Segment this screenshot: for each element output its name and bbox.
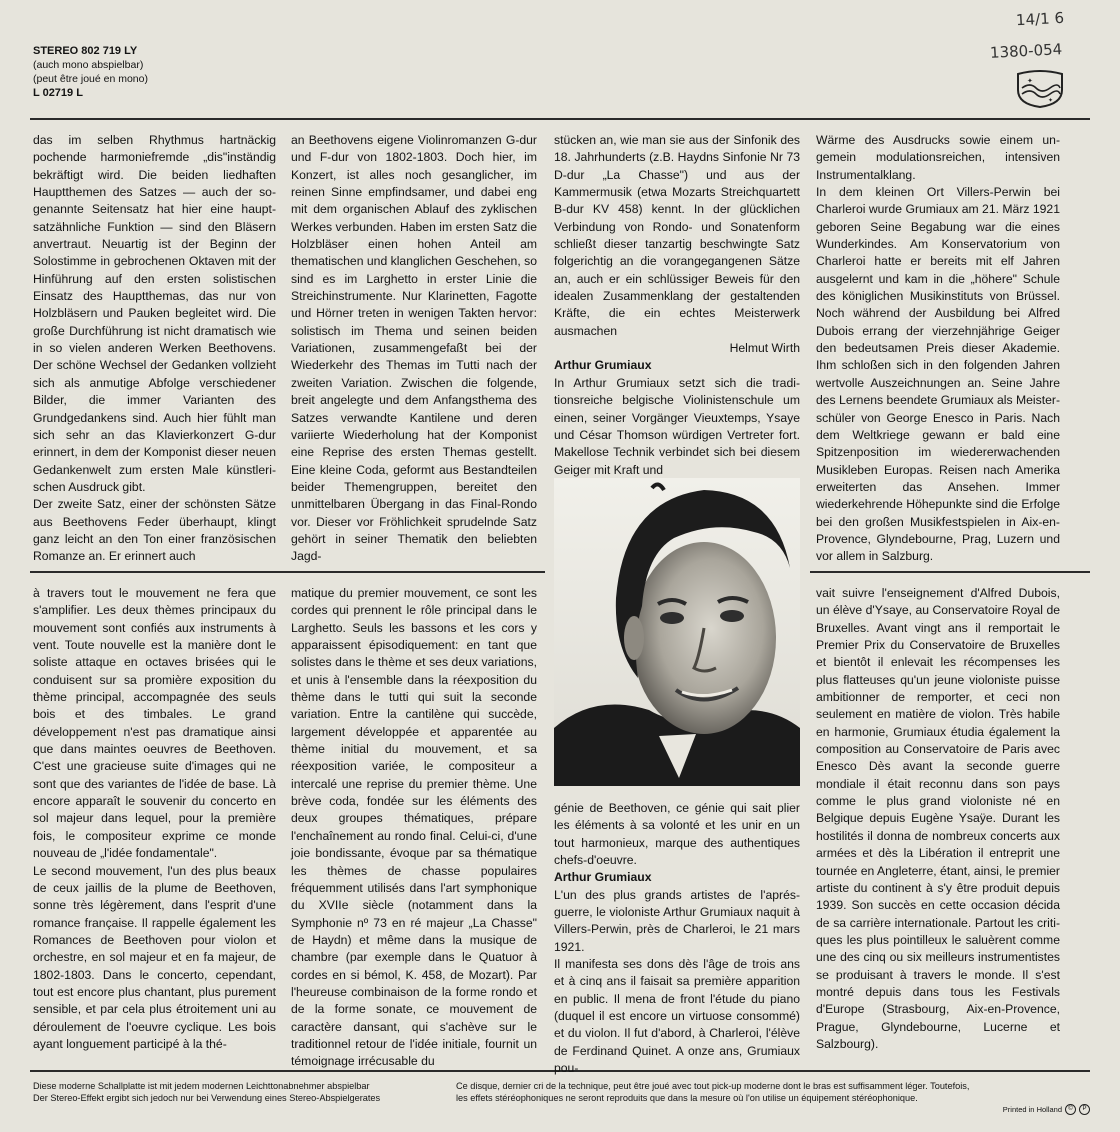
paragraph: vait suivre l'enseignement d'Alfred Dubois, un élève d'Ysaye, au Conservatoire Royal de Bruxelles. Avant vingt ans il remportait le Premier Prix du Conservatoire de Bruxelles et bientôt il enlevait les récompenses les plus flatteuses qu'un jeune violoniste puisse ambitionner de remporter, et ceci non seulement en matière de violon. Très habile en harmonie, Grumiaux étudia également la composition au Conservatoire de Paris avec Enesco Dès avant la seconde guerre mondiale il était reconnu dans son pays comme le plus grand violoniste né en Belgique depuis Eugène Ysaÿe. Durant les hostilités il donna de nombreux concerts aux armées et dès la Libération il entreprit une tournée en Angleterre, étant, ainsi, le premier artiste du continent à s'y être produit depuis 1939. Son succès en cette occasion décida de sa carrière internationale. Partout les critiques les plus pointilleux le saluèrent comme une des cinq ou six meilleurs instrumentistes se produisant à travers le monde. Il s'est montré depuis dans tous les Festivals d'Europe (Strasbourg, Aix-en-Provence, Prague, Glyndebourne, Lucerne et Salzbourg). xyxy=(816,586,1060,1051)
french-column-1 xyxy=(33,585,276,1053)
paragraph: génie de Beethoven, ce génie qui sait plier les éléments à sa volonté et les unir en un tout harmonieux, marque des authentiques chefs-d'oeuvre. xyxy=(554,801,800,868)
paragraph: In Arthur Grumiaux setzt sich die traditionsreiche belgische Violinistenschule um einen, seiner Vorgänger Vieuxtemps, Ysaye und César Thomson würdigen Vertreter fort. Makellose Technik verbindet sich bei diesem Geiger mit Kraft und xyxy=(554,375,800,477)
german-column-1 xyxy=(33,132,276,566)
bio-heading: Arthur Grumiaux xyxy=(554,870,652,885)
printed-in-label: Printed in Holland xyxy=(1002,1105,1062,1114)
paragraph: matique du premier mouvement, ce sont les cordes qui prennent le rôle principal dans le Larghetto. Seuls les bassons et les cors y apparaissent épisodiquement: en tant que solistes dans le thème et ses deux variations, et unis à l'ensemble dans la réexposition du thème dans le tutti qui suit la seconde variation. Entre la cantilène qui succède, largement développée et apparentée au thème initial du mouvement, et sa réexposition variée, le compositeur a intercalé une reprise du premier thème. Une brève coda, fondée sur les éléments des deux groupes thématiques, prépare l'enchaînement au rondo final. Celui-ci, d'une joie bondissante, évoque par sa thématique les thèmes de chasse populaires fréquemment utilisés dans l'art symphonique du XVIIe siècle (notamment dans la Symphonie nº 73 en ré majeur „La Chasse" de Haydn) et même dans la musique de chambre (par exemple dans le Quatuor à cordes en si bémol, K. 458, de Mozart). Par l'heureuse combinaison de la forme rondo et de la forme sonate, ce mouvement de caractère dansant, qui s'achève sur le traditionnel retour de l'idée initiale, fournit un témoignage irrécusable du xyxy=(291,586,537,1069)
artist-portrait-photo xyxy=(554,478,800,786)
mono-note-de: (auch mono abspielbar) xyxy=(33,59,144,71)
phonogram-icon: P xyxy=(1079,1104,1090,1115)
svg-text:✦: ✦ xyxy=(1048,97,1054,104)
footer-line: Ce disque, dernier cri de la technique, peut être joué avec tout pick-up moderne dont le bras est suffisamment léger. Toutefois, xyxy=(456,1081,970,1091)
copyright-icon: © xyxy=(1065,1104,1076,1115)
german-column-4 xyxy=(816,132,1060,566)
catalog-info xyxy=(33,44,148,100)
handwritten-code: 1380-054 xyxy=(989,40,1063,62)
footer-french xyxy=(456,1080,1086,1104)
middle-rule-left xyxy=(30,571,545,573)
middle-rule-right xyxy=(810,571,1090,573)
handwritten-note: 14/1 6 xyxy=(1015,8,1065,30)
footer-line: les effets stéréophoniques ne seront reproduits que dans la mesure où l'on utilise un équipement stéréophonique. xyxy=(456,1093,918,1103)
footer-line: Der Stereo-Effekt ergibt sich jedoch nur bei Verwendung eines Stereo-Abspielgerates xyxy=(33,1093,381,1103)
top-rule xyxy=(30,118,1090,120)
philips-shield-logo-icon xyxy=(1012,68,1068,108)
paragraph: Wärme des Ausdrucks sowie einem ungemein modulationsreichen, intensiven Instrumentalklang. xyxy=(816,133,1060,182)
french-column-2 xyxy=(291,585,537,1071)
label-code: L 02719 L xyxy=(33,87,83,99)
mono-note-fr: (peut être joué en mono) xyxy=(33,73,148,85)
paragraph: Le second mouvement, l'un des plus beaux de ceux jaillis de la plume de Beethoven, sonne très légèrement, dans l'esprit d'une romance française. Il rappelle également les Romances de Beethoven pour violon et orchestre, en sol majeur et en fa majeur, de 1802-1803. Dans le concerto, cependant, tout est encore plus chantant, plus purement sensible, et par cela plus étroitement uni au déroulement de l'oeuvre cyclique. Les bois ayant longuement participé à la thé- xyxy=(33,863,276,1051)
german-column-2 xyxy=(291,132,537,566)
paragraph: Der zweite Satz, einer der schönsten Sätze aus Beethovens Feder überhaupt, klingt ganz leicht an den Ton einer französischen Romanze an. Er erinnert auch xyxy=(33,497,276,564)
paragraph: an Beethovens eigene Violinromanzen G-dur und F-dur von 1802-1803. Doch hier, im Konzert, ist alles noch gesanglicher, im reinen Sinne empfindsamer, und dabei eng mit dem organischen Ablauf des zyklischen Werkes verbunden. Haben im ersten Satz die Holzbläser einen hohen Anteil am thematischen und klanglichen Geschehen, so sind es im Larghetto in erster Linie die Streichinstrumente. Nur Klarinetten, Fagotte und Hörner treten in wenigen Takten hervor: solistisch im Thema und seinen beiden Variationen, zusammengefaßt bei der Wiederkehr des Themas im Tutti nach der zweiten Variation. Zwischen die folgende, breit angelegte und dem Anfangsthema des Satzes verwandte Kantilene und deren variierte Wiederholung hat der Komponist eine Reprise des ersten Themas gestellt. Eine kleine Coda, geformt aus Bestandteilen beider Themengruppen, bereitet den unmittelbaren Übergang in das Final-Rondo vor. Dieser vor Fröhlichkeit sprudelnde Satz gehört in seiner Thematik den beliebten Jagd- xyxy=(291,133,537,564)
paragraph: à travers tout le mouvement ne fera que s'amplifier. Les deux thèmes principaux du mouvement sont confiés aux instruments à vent. Toute nouvelle est la manière dont le soliste attaque en octaves brisées qui le conduisent sur sa promière exposition du thème principal, accompagnée des seuls bois et des timbales. Le grand développement n'est pas dramatique ainsi que dans maintes oeuvres de Beethoven. C'est une gracieuse suite d'images qui ne sont que des variantes de l'idée de base. Là encore apparaît le souvenir du concerto en sol majeur dans lequel, pour la première fois, le compositeur exprime ce monde nouveau de „l'idée fondamentale". xyxy=(33,586,276,861)
paragraph: Il manifesta ses dons dès l'âge de trois ans et à cinq ans il faisait sa première apparition en public. Il mena de front l'étude du piano (duquel il est encore un virtuose consommé) et du violon. Il fut d'abord, à Charleroi, l'élève de Ferdinand Quinet. A onze ans, Grumiaux pou- xyxy=(554,957,800,1076)
french-column-3 xyxy=(554,800,800,1078)
svg-text:✦: ✦ xyxy=(1027,77,1033,85)
paragraph: In dem kleinen Ort Villers-Perwin bei Charleroi wurde Grumiaux am 21. März 1921 geboren Seine Begabung war die eines Wunderkindes. Am Konservatorium von Charleroi hatte er bereits mit elf Jahren ausgelernt und kam in die „höhere" Schule des königlichen Musikinstituts von Brüssel. Noch während der Ausbildung bei Alfred Dubois errang der vierzehnjährige Geiger den bedeutsamen Preis dieser Akademie. Ihm schloßen sich in den folgenden Jahren wertvolle Auszeichnungen an. Seine Jahre des Lernens beendete Grumiaux als Meisterschüler von George Enesco in Paris. Nach dem Weltkriege gewann er bald eine Spitzenposition im wiedererwachenden Musikleben Europas. Reisen nach Amerika erweiterten das Ansehen. Immer wiederkehrende Höhepunkte sind die Erfolge bei den großen Musikfestspielen in Aix-en-Provence, Glyndebourne, Prag, Luzern und vor allem in Salzburg. xyxy=(816,185,1060,564)
paragraph: das im selben Rhythmus hartnäckig pochende harmoniefremde „dis"inständig bekräftigt wird. Die beiden liedhaften Hauptthemen des Satzes — auch der sogenannte Seitensatz hat hier eine hauptsatzähnliche Funktion — sind den Bläsern anvertraut. Neuartig ist der Beginn der Solostimme in gebrochenen Oktaven mit der Hinführung auf den ersten solistischen Einsatz des Hauptthemas, das nur von Holzbläsern und Pauken begleitet wird. Die große Durchführung ist nicht dramatisch wie in so vielen anderen Werken Beethovens. Der schöne Wechsel der Gedanken vollzieht sich als anmutige Abfolge verschiedener Bilder, die immer Varianten des Grundgedankens sind. Auch hier fühlt man sich sehr an das Klavierkonzert G-dur erinnert, in dem der Komponist dieser neuen Gedankenwelt zum ersten Male künstlerischen Ausdruck gibt. xyxy=(33,133,276,494)
french-column-4 xyxy=(816,585,1060,1053)
bio-heading: Arthur Grumiaux xyxy=(554,358,652,373)
paragraph: stücken an, wie man sie aus der Sinfonik des 18. Jahrhunderts (z.B. Haydns Sinfonie Nr 73 D-dur „La Chasse") und aus der Kammermusik (etwa Mozarts Streichquartett B-dur KV 458) kennt. In der glücklichen Verbindung von Rondo- und Sonatenform schließt dieser tanzartig beschwingte Satz folgerichtig an die vorangegangenen Sätze an, auch er ein schlüssiger Beweis für den idealen Zusammenklang der gestaltenden Kräfte, die ein echtes Meisterwerk ausmachen xyxy=(554,133,800,338)
printed-in-note xyxy=(1003,1104,1090,1115)
author-signature: Helmut Wirth xyxy=(729,341,800,356)
footer-german xyxy=(33,1080,443,1104)
footer-line: Diese moderne Schallplatte ist mit jedem modernen Leichttonabnehmer abspielbar xyxy=(33,1081,370,1091)
catalog-number: STEREO 802 719 LY xyxy=(33,45,138,57)
paragraph: L'un des plus grands artistes de l'aprésguerre, le violoniste Arthur Grumiaux naquit à Villers-Perwin, près de Charleroi, le 21 mars 1921. xyxy=(554,887,800,954)
german-column-3 xyxy=(554,132,800,479)
